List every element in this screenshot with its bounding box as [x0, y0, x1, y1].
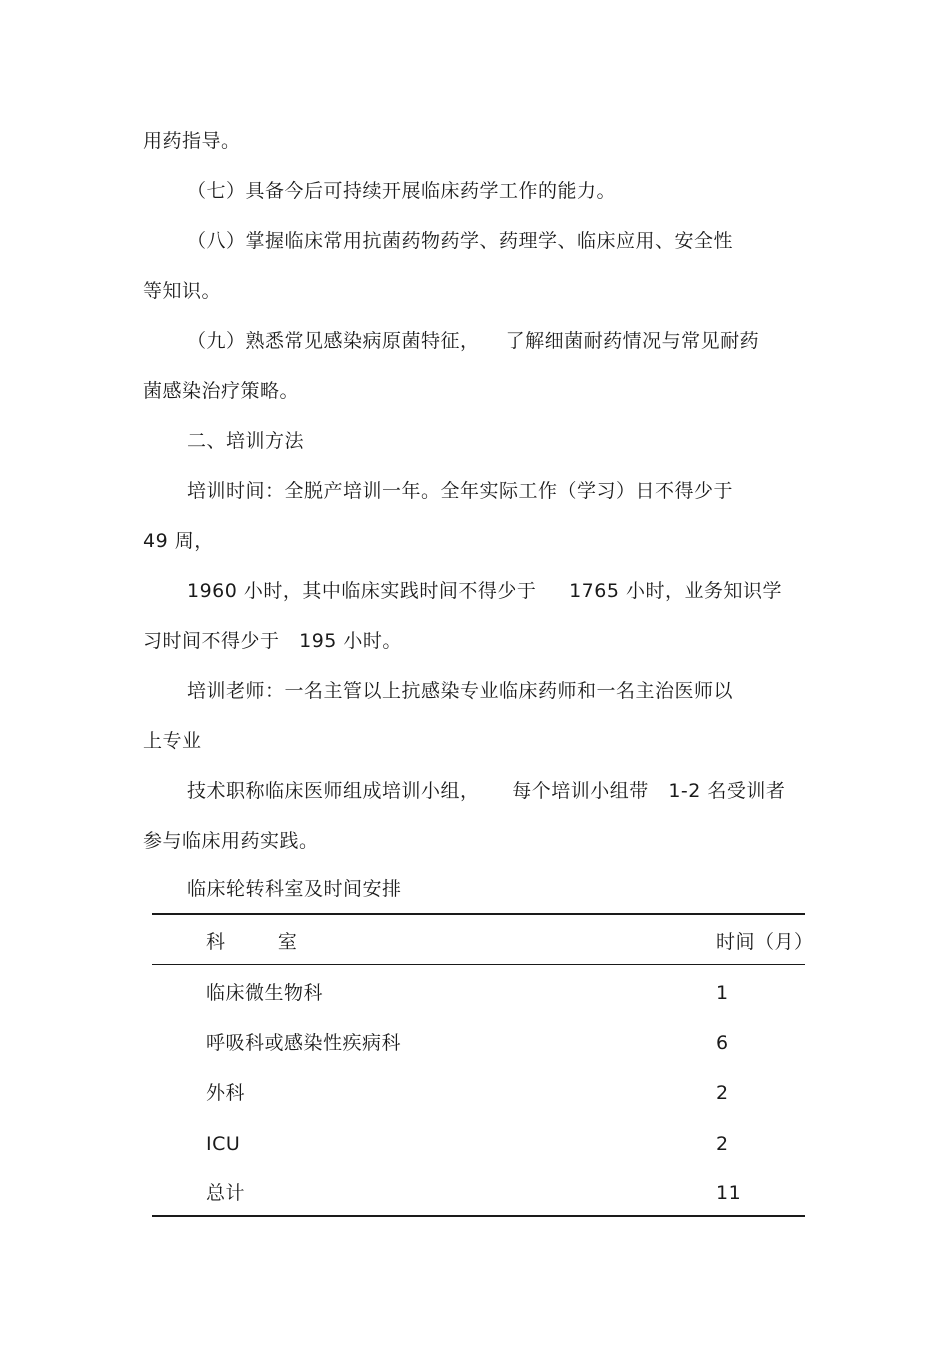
- text-line: 参与临床用药实践。: [143, 830, 319, 852]
- text-line: 1960 小时，其中临床实践时间不得少于 1765 小时，业务知识学: [187, 580, 782, 602]
- table-header-dept: 科 室: [206, 931, 298, 953]
- table-row-dept: ICU: [206, 1133, 241, 1155]
- text-line: （七）具备今后可持续开展临床药学工作的能力。: [187, 180, 617, 202]
- table-row-months: 2: [716, 1082, 729, 1104]
- text-line: （八）掌握临床常用抗菌药物药学、药理学、临床应用、安全性: [187, 230, 734, 252]
- section-heading: 二、培训方法: [187, 430, 305, 452]
- text-line: 培训时间：全脱产培训一年。全年实际工作（学习）日不得少于: [187, 480, 734, 502]
- table-row-months: 6: [716, 1032, 729, 1054]
- text-line: 菌感染治疗策略。: [143, 380, 300, 402]
- text-line: 用药指导。: [143, 130, 241, 152]
- table-row-months: 11: [716, 1182, 742, 1204]
- text-line: 等知识。: [143, 280, 222, 302]
- table-bottom-rule: [152, 1215, 805, 1217]
- table-row-dept: 呼吸科或感染性疾病科: [206, 1032, 402, 1054]
- table-caption: 临床轮转科室及时间安排: [187, 878, 402, 900]
- table-header-months: 时间（月）: [716, 931, 814, 953]
- text-line: 习时间不得少于 195 小时。: [143, 630, 402, 652]
- table-row-dept: 外科: [206, 1082, 246, 1104]
- table-row-months: 2: [716, 1133, 729, 1155]
- table-row-dept: 临床微生物科: [206, 982, 324, 1004]
- text-line: 上专业: [143, 730, 202, 752]
- text-line: 49 周，: [143, 530, 214, 552]
- text-line: 技术职称临床医师组成培训小组， 每个培训小组带 1-2 名受训者: [187, 780, 786, 802]
- table-row-months: 1: [716, 982, 729, 1004]
- text-line: （九）熟悉常见感染病原菌特征， 了解细菌耐药情况与常见耐药: [187, 330, 760, 352]
- table-top-rule: [152, 913, 805, 915]
- text-line: 培训老师：一名主管以上抗感染专业临床药师和一名主治医师以: [187, 680, 734, 702]
- table-header-rule: [152, 964, 805, 965]
- table-row-dept: 总计: [206, 1182, 246, 1204]
